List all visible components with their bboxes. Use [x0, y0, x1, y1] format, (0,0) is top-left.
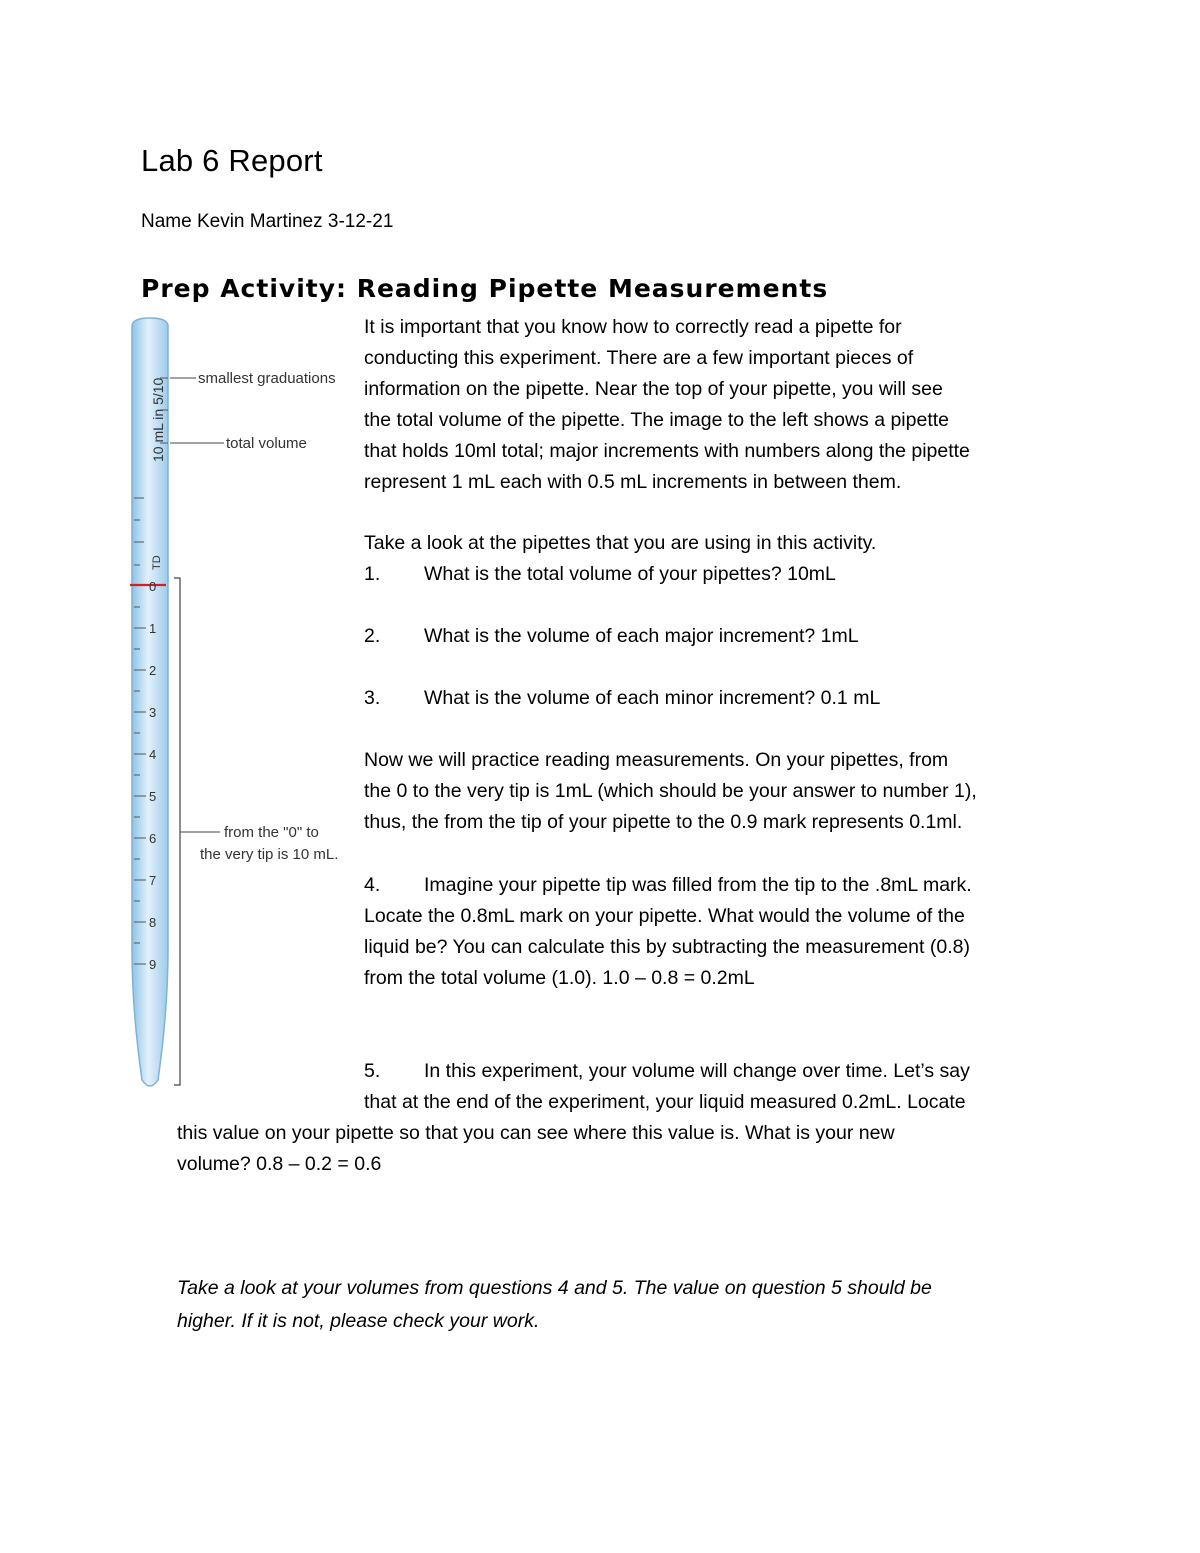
intro-line: conducting this experiment. There are a few important pieces of — [364, 347, 914, 369]
intro-line: information on the pipette. Near the top of your pipette, you will see — [364, 378, 943, 400]
practice-line: thus, the from the tip of your pipette to the 0.9 mark represents 0.1ml. — [364, 811, 963, 833]
practice-paragraph — [364, 745, 1074, 838]
question-2-number: 2. — [364, 625, 381, 647]
intro-line: It is important that you know how to correctly read a pipette for — [364, 316, 902, 338]
question-4-line: from the total volume (1.0). 1.0 – 0.8 = 0.2mL — [364, 967, 755, 989]
question-2 — [364, 621, 859, 652]
question-4-continuation — [364, 901, 1074, 994]
question-5-number: 5. — [364, 1060, 381, 1082]
question-4-number: 4. — [364, 874, 381, 896]
question-5 — [364, 1056, 970, 1087]
question-5-line: that at the end of the experiment, your liquid measured 0.2mL. Locate — [364, 1091, 966, 1113]
question-5-line: volume? 0.8 – 0.2 = 0.6 — [177, 1153, 382, 1175]
note-line: Take a look at your volumes from questions 4 and 5. The value on question 5 should be — [177, 1277, 932, 1299]
smallest-graduations-label: smallest graduations — [198, 370, 336, 387]
question-4-line: liquid be? You can calculate this by subtracting the measurement (0.8) — [364, 936, 970, 958]
question-1 — [364, 559, 836, 590]
question-3-number: 3. — [364, 687, 381, 709]
question-4-text: Imagine your pipette tip was filled from the tip to the .8mL mark. — [424, 874, 972, 896]
range-label-line-1: from the "0" to — [224, 824, 319, 841]
question-1-text: What is the total volume of your pipettes? 10mL — [424, 563, 836, 585]
take-look-line: Take a look at the pipettes that you are using in this activity. — [364, 532, 877, 554]
td-mark: TD — [151, 555, 163, 570]
intro-line: the total volume of the pipette. The image to the left shows a pipette — [364, 409, 949, 431]
scale-number-7: 7 — [149, 873, 157, 888]
question-2-text: What is the volume of each major increment? 1mL — [424, 625, 859, 647]
pipette-capacity-text: 10 mL in 5/10 — [150, 377, 166, 462]
total-volume-label: total volume — [226, 435, 307, 452]
question-4-line: Locate the 0.8mL mark on your pipette. What would the volume of the — [364, 905, 965, 927]
scale-number-1: 1 — [149, 621, 157, 636]
section-heading: Prep Activity: Reading Pipette Measurements — [141, 274, 829, 303]
scale-number-2: 2 — [149, 663, 157, 678]
question-5-line: this value on your pipette so that you can see where this value is. What is your new — [177, 1122, 895, 1144]
intro-paragraph — [364, 312, 1074, 498]
check-work-note — [177, 1272, 932, 1338]
question-3-text: What is the volume of each minor increment? 0.1 mL — [424, 687, 881, 709]
scale-number-0: 0 — [149, 579, 157, 594]
scale-number-9: 9 — [149, 957, 157, 972]
pipette-figure — [120, 310, 360, 1100]
question-1-number: 1. — [364, 563, 381, 585]
question-5-text: In this experiment, your volume will change over time. Let’s say — [424, 1060, 970, 1082]
document-title: Lab 6 Report — [141, 143, 323, 178]
question-5-continuation — [177, 1087, 966, 1180]
question-4 — [364, 870, 972, 901]
scale-number-3: 3 — [149, 705, 157, 720]
scale-number-8: 8 — [149, 915, 157, 930]
practice-line: Now we will practice reading measurements. On your pipettes, from — [364, 749, 949, 771]
student-name-date: Name Kevin Martinez 3-12-21 — [141, 211, 394, 232]
scale-number-4: 4 — [149, 747, 157, 762]
intro-line: that holds 10ml total; major increments with numbers along the pipette — [364, 440, 970, 462]
question-3 — [364, 683, 880, 714]
practice-line: the 0 to the very tip is 1mL (which should be your answer to number 1), — [364, 780, 977, 802]
range-label-line-2: the very tip is 10 mL. — [200, 846, 339, 863]
note-line: higher. If it is not, please check your work. — [177, 1310, 540, 1332]
pipette-diagram — [120, 310, 360, 1100]
intro-line: represent 1 mL each with 0.5 mL increments in between them. — [364, 471, 902, 493]
range-bracket — [174, 578, 180, 1085]
scale-number-6: 6 — [149, 831, 157, 846]
scale-number-5: 5 — [149, 789, 157, 804]
